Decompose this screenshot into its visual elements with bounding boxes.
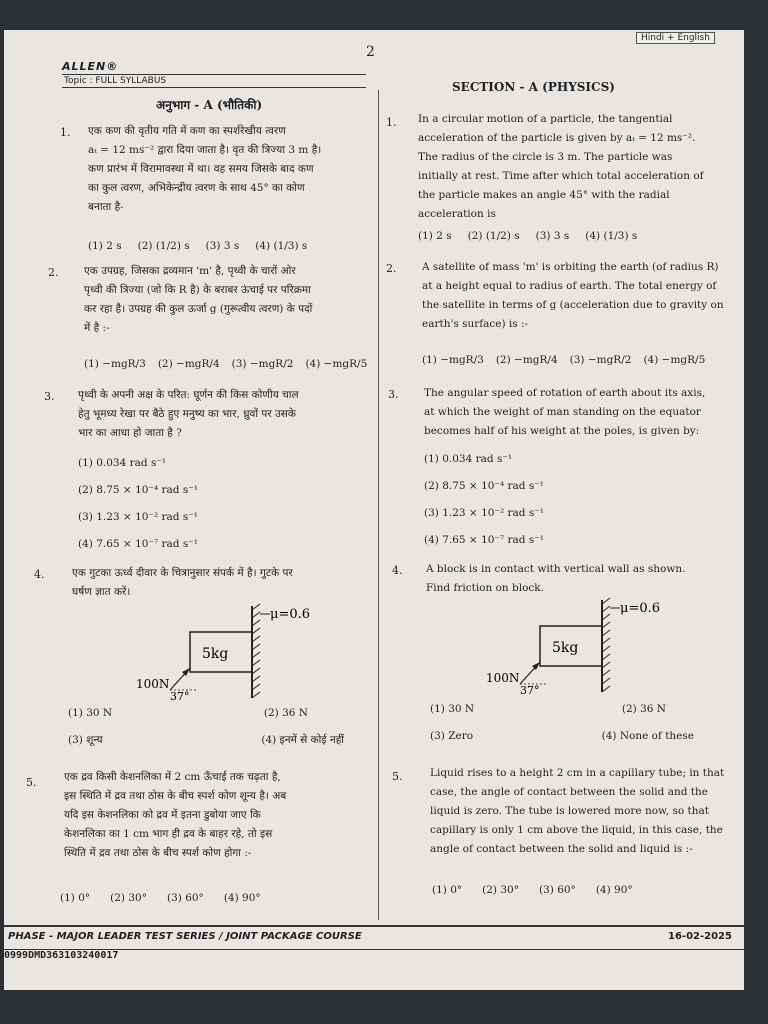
question-1-hindi: एक कण की वृतीय गति में कण का स्पर्शरेखीय त्वरण aₜ = 12 ms⁻² द्वारा दिया जाता है। वृत की त्रिज्या 3 m है। कण प्रारंभ में विरामावस्था में था। वह समय जिसके बाद कण का कुल त्वरण, अभिकेन्द्रीय त्वरण के साथ 45° का कोण बनाता है-: [88, 125, 322, 213]
paper-code: 0999DMD363103240017: [4, 950, 119, 961]
mass-label: 5kg: [552, 640, 579, 656]
question-number: 2.: [48, 266, 59, 279]
english-section-title: SECTION - A (PHYSICS): [452, 80, 615, 94]
option[interactable]: (2) 36 N: [263, 707, 308, 719]
option[interactable]: (3) 1.23 × 10⁻² rad s⁻¹: [424, 507, 544, 519]
question-2-hindi-options: [84, 358, 367, 370]
option[interactable]: (1) −mgR/3: [422, 354, 484, 366]
friction-coefficient-label: μ=0.6: [270, 607, 311, 622]
option[interactable]: (3) −mgR/2: [231, 358, 294, 370]
option[interactable]: (2) 8.75 × 10⁻⁴ rad s⁻¹: [424, 480, 544, 492]
option[interactable]: (2) −mgR/4: [157, 358, 220, 370]
question-5-english: Liquid rises to a height 2 cm in a capillary tube; in that case, the angle of contact between the solid and the liquid is zero. The tube is lowered more now, so that capillary is only 1 cm above the liquid, in this case, the angle of contact between the solid and liquid is :-: [430, 767, 725, 855]
option[interactable]: (4) इनमें से कोई नहीं: [261, 734, 344, 746]
question-2-english-options: [422, 354, 705, 366]
exam-page: [4, 30, 744, 990]
option[interactable]: (1) 0.034 rad s⁻¹: [78, 457, 167, 469]
option[interactable]: (3) 60°: [166, 892, 204, 904]
block-wall-diagram: [124, 602, 324, 702]
question-number: 5.: [26, 776, 37, 789]
option[interactable]: (3) 1.23 × 10⁻² rad s⁻¹: [78, 511, 198, 523]
question-number: 5.: [392, 770, 403, 783]
mass-label: 5kg: [202, 646, 229, 662]
option[interactable]: (3) 3 s: [205, 240, 240, 252]
question-2-english: A satellite of mass 'm' is orbiting the earth (of radius R) at a height equal to radius of earth. The total energy of the satellite in terms of g (acceleration due to gravity on earth's surface) is :-: [422, 261, 724, 330]
option[interactable]: (1) −mgR/3: [84, 358, 146, 370]
question-number: 4.: [392, 564, 403, 577]
question-4-english-options: [430, 700, 730, 746]
option[interactable]: (1) 0°: [60, 892, 91, 904]
test-series-label: PHASE - MAJOR LEADER TEST SERIES / JOINT PACKAGE COURSE: [8, 931, 362, 942]
question-3-hindi: पृथ्वी के अपनी अक्ष के परित: घूर्णन की किस कोणीय चाल हेतु भूमध्य रेखा पर बैठे हुए मनुष्य का भार, ध्रुवों पर उसके भार का आधा हो जाता है ?: [78, 389, 299, 439]
option[interactable]: (1) 2 s: [418, 230, 452, 242]
question-5-english-options: [432, 884, 633, 896]
question-number: 2.: [386, 262, 397, 275]
question-5-hindi: एक द्रव किसी केशनलिका में 2 cm ऊँचाई तक चढ़ता है, इस स्थिति में द्रव तथा ठोस के बीच स्पर्श कोण शून्य है। अब यदि इस केशनलिका को द्रव में इतना डुबोया जाए कि केशनलिका का 1 cm भाग ही द्रव के बाहर रहे, तो इस स्थिति में द्रव तथा ठोस के बीच स्पर्श कोण होगा :-: [64, 771, 287, 859]
column-divider: [378, 90, 379, 920]
allen-logo: ALLEN®: [62, 60, 119, 73]
option[interactable]: (4) −mgR/5: [305, 358, 368, 370]
option[interactable]: (4) 7.65 × 10⁻⁷ rad s⁻¹: [78, 538, 198, 550]
option[interactable]: (2) (1/2) s: [467, 230, 520, 242]
angle-label: 37°: [170, 690, 190, 702]
option[interactable]: (4) 90°: [595, 884, 633, 896]
question-1-hindi-options: [88, 240, 307, 252]
force-label: 100N: [486, 671, 520, 685]
question-1-english-options: [418, 230, 637, 242]
option[interactable]: (4) (1/3) s: [585, 230, 638, 242]
option[interactable]: (3) शून्य: [68, 734, 103, 746]
option[interactable]: (2) 30°: [482, 884, 519, 896]
page-number: 2: [366, 44, 375, 60]
option[interactable]: (2) −mgR/4: [495, 354, 558, 366]
question-3-english-options: [424, 446, 544, 554]
option[interactable]: (2) 8.75 × 10⁻⁴ rad s⁻¹: [78, 484, 198, 496]
option[interactable]: (1) 30 N: [68, 707, 113, 719]
question-3-hindi-options: [78, 450, 198, 558]
angle-label: 37°: [520, 684, 540, 696]
option[interactable]: (4) (1/3) s: [255, 240, 308, 252]
option[interactable]: (3) 3 s: [535, 230, 570, 242]
option[interactable]: (1) 0°: [432, 884, 463, 896]
question-4-hindi-options: [68, 704, 368, 750]
option[interactable]: (4) 7.65 × 10⁻⁷ rad s⁻¹: [424, 534, 544, 546]
question-number: 1.: [386, 116, 397, 129]
topic-bar: Topic : FULL SYLLABUS: [62, 74, 366, 88]
option[interactable]: (4) None of these: [601, 730, 694, 742]
option[interactable]: (1) 2 s: [88, 240, 122, 252]
option[interactable]: (1) 0.034 rad s⁻¹: [424, 453, 513, 465]
force-label: 100N: [136, 677, 170, 691]
option[interactable]: (3) 60°: [538, 884, 576, 896]
question-4-hindi: एक गुटका ऊर्ध्व दीवार के चित्रानुसार संपर्क में है। गुटके पर घर्षण ज्ञात करें।: [72, 567, 293, 598]
question-4-english: A block is in contact with vertical wall as shown. Find friction on block.: [426, 563, 686, 594]
question-number: 3.: [44, 390, 55, 403]
question-5-hindi-options: [60, 892, 261, 904]
option[interactable]: (2) 36 N: [621, 703, 666, 715]
question-1-english: In a circular motion of a particle, the tangential acceleration of the particle is given by aₜ = 12 ms⁻². The radius of the circle is 3 m. The particle was initially at rest. Time after which total acceleration of the particle makes an angle 45° with the radial acceleration is: [418, 113, 704, 220]
page-footer: [4, 925, 744, 950]
option[interactable]: (2) (1/2) s: [137, 240, 190, 252]
hindi-section-title: अनुभाग - A (भौतिकी): [156, 98, 263, 112]
test-date: 16-02-2025: [668, 931, 732, 942]
question-number: 1.: [60, 126, 71, 139]
option[interactable]: (4) −mgR/5: [643, 354, 706, 366]
question-3-english: The angular speed of rotation of earth about its axis, at which the weight of man standing on the equator becomes half of his weight at the poles, is given by:: [424, 387, 706, 437]
option[interactable]: (3) Zero: [430, 730, 474, 742]
question-number: 4.: [34, 568, 45, 581]
question-number: 3.: [388, 388, 399, 401]
option[interactable]: (4) 90°: [223, 892, 261, 904]
option[interactable]: (2) 30°: [110, 892, 147, 904]
question-2-hindi: एक उपग्रह, जिसका द्रव्यमान 'm' है, पृथ्वी के चारों ओर पृथ्वी की त्रिज्या (जो कि R है) के बराबर ऊंचाई पर परिक्रमा कर रहा है। उपग्रह की कुल ऊर्जा g (गुरूत्वीय त्वरण) के पदों में है :-: [84, 265, 313, 334]
option[interactable]: (3) −mgR/2: [569, 354, 632, 366]
option[interactable]: (1) 30 N: [430, 703, 475, 715]
language-stamp: Hindi + English: [636, 32, 715, 44]
block-wall-diagram: [474, 596, 674, 696]
friction-coefficient-label: μ=0.6: [620, 601, 661, 616]
